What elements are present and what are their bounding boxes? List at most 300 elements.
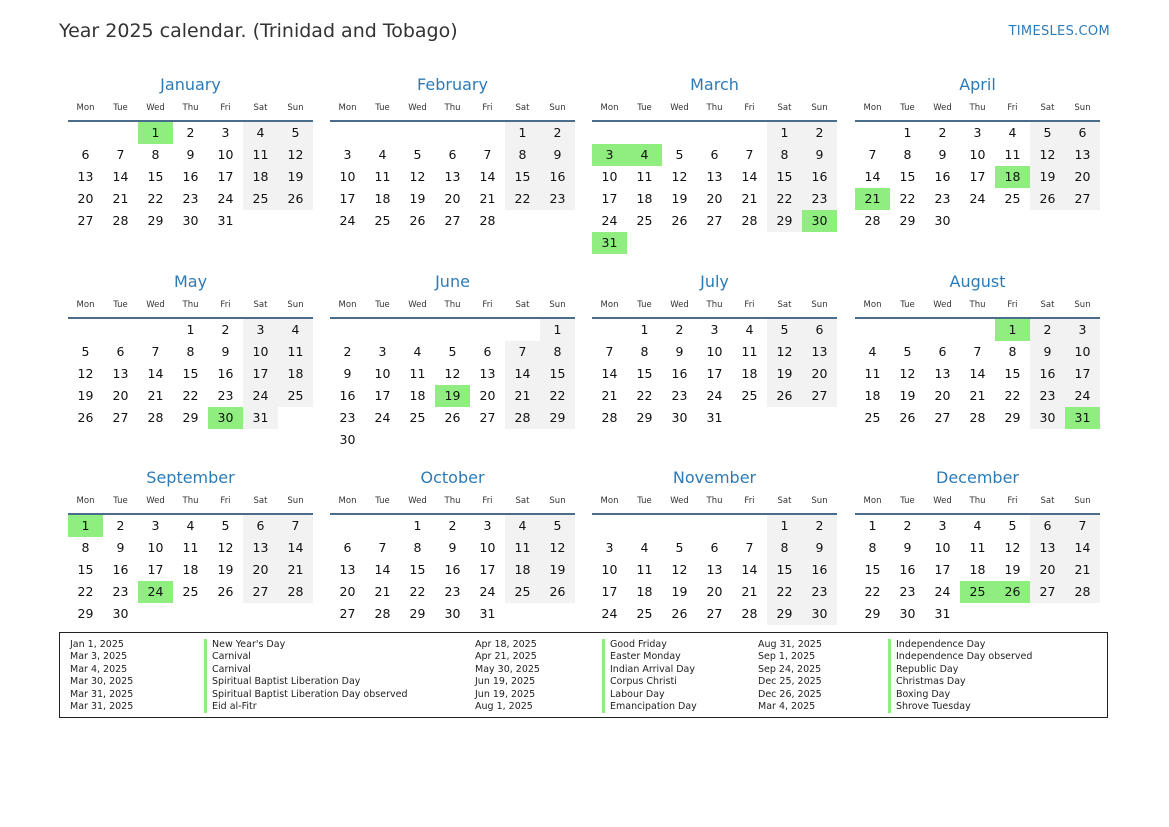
day-cell: 20 <box>479 388 496 403</box>
day-cell: 25 <box>1004 191 1021 206</box>
weekday-label: Mon <box>76 300 95 310</box>
empty-cell <box>662 515 697 537</box>
day-cell: 12 <box>671 169 688 184</box>
day-cell: 13 <box>444 169 461 184</box>
month-march <box>592 72 837 254</box>
day-cell: 3 <box>1065 319 1100 341</box>
empty-cell <box>697 122 732 144</box>
empty-cell <box>592 122 627 144</box>
day-cell: 24 <box>706 388 723 403</box>
day-cell: 3 <box>221 125 230 140</box>
day-cell: 12 <box>899 366 916 381</box>
holiday-day-cell: 30 <box>802 210 837 232</box>
day-cell: 2 <box>675 322 684 337</box>
day-cell: 8 <box>81 540 90 555</box>
day-cell: 5 <box>448 344 457 359</box>
weekday-label: Thu <box>706 103 723 113</box>
legend-holiday-name: Carnival <box>204 651 407 663</box>
day-cell: 12 <box>77 366 94 381</box>
day-cell: 26 <box>77 410 94 425</box>
weekday-label: Fri <box>482 300 493 310</box>
legend-holiday-name: Good Friday <box>602 639 697 651</box>
weekday-label: Fri <box>1007 300 1018 310</box>
day-cell: 26 <box>409 213 426 228</box>
month-name: April <box>959 75 996 94</box>
day-cell: 27 <box>479 410 496 425</box>
weekday-label: Mon <box>600 300 619 310</box>
day-cell: 25 <box>864 410 881 425</box>
day-cell: 31 <box>243 407 278 429</box>
day-cell: 26 <box>671 213 688 228</box>
weekday-label: Wed <box>670 103 689 113</box>
day-cell: 10 <box>934 540 951 555</box>
day-cell: 16 <box>671 366 688 381</box>
weekday-label: Mon <box>863 496 882 506</box>
day-cell: 7 <box>973 344 982 359</box>
day-cell: 26 <box>899 410 916 425</box>
day-cell: 4 <box>243 122 278 144</box>
day-grid <box>68 515 313 625</box>
day-cell: 29 <box>147 213 164 228</box>
day-cell: 9 <box>903 540 912 555</box>
day-cell: 7 <box>605 344 614 359</box>
weekday-label: Sun <box>287 496 304 506</box>
day-cell: 7 <box>483 147 492 162</box>
day-cell: 24 <box>601 606 618 621</box>
empty-cell <box>365 122 400 144</box>
day-cell: 20 <box>1030 559 1065 581</box>
day-cell: 4 <box>640 540 649 555</box>
day-cell: 24 <box>339 213 356 228</box>
holiday-day-cell: 21 <box>855 188 890 210</box>
legend-holiday-name: New Year's Day <box>204 639 407 651</box>
day-cell: 16 <box>540 166 575 188</box>
empty-cell <box>627 515 662 537</box>
weekday-label: Tue <box>375 103 390 113</box>
legend-date: Mar 4, 2025 <box>70 663 128 675</box>
day-cell: 17 <box>1065 363 1100 385</box>
day-cell: 20 <box>444 191 461 206</box>
day-cell: 22 <box>182 388 199 403</box>
month-january <box>68 72 313 232</box>
day-cell: 1 <box>540 319 575 341</box>
weekday-label: Tue <box>113 300 128 310</box>
legend-date: May 30, 2025 <box>475 663 540 675</box>
day-cell: 3 <box>973 125 982 140</box>
day-cell: 29 <box>182 410 199 425</box>
legend-date: Mar 30, 2025 <box>70 676 134 688</box>
day-cell: 5 <box>540 515 575 537</box>
empty-cell <box>470 122 505 144</box>
legend-date: Mar 31, 2025 <box>70 688 134 700</box>
weekday-label: Tue <box>900 496 915 506</box>
month-name: August <box>949 272 1006 291</box>
legend-holiday-name: Spiritual Baptist Liberation Day observed <box>204 689 407 701</box>
day-cell: 4 <box>378 147 387 162</box>
day-cell: 12 <box>671 562 688 577</box>
legend-date-column <box>758 639 822 713</box>
site-brand-link[interactable]: TIMESLES.COM <box>1008 24 1110 39</box>
day-cell: 5 <box>767 319 802 341</box>
day-cell: 13 <box>339 562 356 577</box>
day-cell: 3 <box>710 322 719 337</box>
weekday-label: Thu <box>969 496 986 506</box>
month-name: November <box>672 468 757 487</box>
legend-date-column <box>475 639 540 713</box>
day-cell: 23 <box>112 584 129 599</box>
weekday-label: Mon <box>338 103 357 113</box>
day-cell: 23 <box>444 584 461 599</box>
day-cell: 28 <box>374 606 391 621</box>
day-cell: 14 <box>601 366 618 381</box>
weekday-label: Mon <box>76 496 95 506</box>
empty-cell <box>662 122 697 144</box>
weekday-header <box>855 491 1100 515</box>
day-cell: 23 <box>217 388 234 403</box>
empty-cell <box>365 319 400 341</box>
day-cell: 7 <box>278 515 313 537</box>
day-cell: 14 <box>147 366 164 381</box>
legend-date: Mar 4, 2025 <box>758 700 816 712</box>
day-cell: 14 <box>479 169 496 184</box>
day-cell: 7 <box>745 147 754 162</box>
day-cell: 29 <box>409 606 426 621</box>
weekday-header <box>330 98 575 122</box>
day-cell: 12 <box>444 366 461 381</box>
day-cell: 18 <box>505 559 540 581</box>
day-cell: 15 <box>147 169 164 184</box>
weekday-label: Mon <box>863 103 882 113</box>
day-cell: 12 <box>278 144 313 166</box>
calendar-months <box>68 72 1108 627</box>
legend-holiday-name: Eid al-Fitr <box>204 701 407 713</box>
day-cell: 24 <box>374 410 391 425</box>
empty-cell <box>890 319 925 341</box>
month-june <box>330 269 575 451</box>
legend-holiday-name: Independence Day <box>888 639 1032 651</box>
day-cell: 22 <box>899 191 916 206</box>
day-cell: 10 <box>601 562 618 577</box>
day-cell: 9 <box>186 147 195 162</box>
day-cell: 31 <box>934 606 951 621</box>
day-cell: 11 <box>636 169 653 184</box>
day-cell: 21 <box>741 584 758 599</box>
month-september <box>68 465 313 625</box>
legend-date: Apr 21, 2025 <box>475 651 537 663</box>
day-cell: 10 <box>706 344 723 359</box>
day-grid <box>330 319 575 451</box>
holiday-legend <box>59 632 1108 718</box>
day-cell: 8 <box>413 540 422 555</box>
weekday-label: Fri <box>220 103 231 113</box>
day-cell: 4 <box>973 518 982 533</box>
weekday-label: Tue <box>637 300 652 310</box>
day-cell: 25 <box>278 385 313 407</box>
weekday-label: Sun <box>1074 300 1091 310</box>
day-cell: 16 <box>802 559 837 581</box>
day-cell: 24 <box>479 584 496 599</box>
day-cell: 10 <box>374 366 391 381</box>
day-cell: 25 <box>636 213 653 228</box>
day-cell: 13 <box>1065 144 1100 166</box>
day-cell: 13 <box>802 341 837 363</box>
day-cell: 1 <box>413 518 422 533</box>
day-cell: 12 <box>1004 540 1021 555</box>
weekday-label: Sat <box>777 300 792 310</box>
weekday-label: Tue <box>900 300 915 310</box>
day-cell: 3 <box>151 518 160 533</box>
weekday-label: Wed <box>408 103 427 113</box>
day-cell: 18 <box>636 584 653 599</box>
day-cell: 18 <box>741 366 758 381</box>
day-cell: 8 <box>540 341 575 363</box>
holiday-day-cell: 24 <box>138 581 173 603</box>
day-cell: 14 <box>741 169 758 184</box>
weekday-label: Wed <box>146 300 165 310</box>
weekday-label: Sun <box>549 300 566 310</box>
day-cell: 23 <box>802 581 837 603</box>
day-cell: 27 <box>243 581 278 603</box>
legend-holiday-name: Christmas Day <box>888 676 1032 688</box>
legend-holiday-name: Labour Day <box>602 689 697 701</box>
weekday-label: Sat <box>1040 496 1055 506</box>
weekday-label: Sun <box>811 300 828 310</box>
weekday-label: Sun <box>1074 496 1091 506</box>
day-cell: 2 <box>186 125 195 140</box>
day-cell: 6 <box>710 540 719 555</box>
holiday-day-cell: 31 <box>592 232 627 254</box>
day-cell: 5 <box>675 540 684 555</box>
day-cell: 19 <box>671 584 688 599</box>
day-cell: 8 <box>868 540 877 555</box>
empty-cell <box>960 319 995 341</box>
day-cell: 15 <box>636 366 653 381</box>
legend-holiday-name: Republic Day <box>888 664 1032 676</box>
day-cell: 20 <box>243 559 278 581</box>
weekday-label: Fri <box>744 300 755 310</box>
holiday-day-cell: 1 <box>995 319 1030 341</box>
legend-date-column <box>70 639 133 713</box>
day-cell: 21 <box>147 388 164 403</box>
day-cell: 19 <box>671 191 688 206</box>
month-name: January <box>160 75 221 94</box>
day-cell: 23 <box>671 388 688 403</box>
weekday-label: Sat <box>515 300 530 310</box>
legend-holiday-name: Easter Monday <box>602 651 697 663</box>
day-cell: 11 <box>864 366 881 381</box>
day-cell: 3 <box>243 319 278 341</box>
day-cell: 12 <box>540 537 575 559</box>
day-cell: 25 <box>741 388 758 403</box>
day-cell: 28 <box>864 213 881 228</box>
day-cell: 14 <box>1065 537 1100 559</box>
day-cell: 12 <box>409 169 426 184</box>
weekday-label: Sat <box>515 103 530 113</box>
day-cell: 12 <box>1030 144 1065 166</box>
day-cell: 6 <box>1030 515 1065 537</box>
legend-holiday-name: Boxing Day <box>888 689 1032 701</box>
day-cell: 22 <box>409 584 426 599</box>
day-cell: 22 <box>505 188 540 210</box>
holiday-day-cell: 18 <box>995 166 1030 188</box>
weekday-label: Wed <box>933 496 952 506</box>
day-cell: 20 <box>706 584 723 599</box>
day-cell: 21 <box>969 388 986 403</box>
weekday-label: Tue <box>637 103 652 113</box>
day-cell: 19 <box>409 191 426 206</box>
empty-cell <box>330 515 365 537</box>
day-cell: 27 <box>112 410 129 425</box>
weekday-label: Thu <box>969 300 986 310</box>
empty-cell <box>68 319 103 341</box>
day-cell: 24 <box>601 213 618 228</box>
weekday-label: Sat <box>1040 300 1055 310</box>
day-cell: 26 <box>1030 188 1065 210</box>
day-cell: 9 <box>343 366 352 381</box>
holiday-day-cell: 4 <box>627 144 662 166</box>
day-cell: 29 <box>767 603 802 625</box>
legend-holiday-name: Carnival <box>204 664 407 676</box>
day-cell: 31 <box>217 213 234 228</box>
day-cell: 19 <box>540 559 575 581</box>
day-cell: 8 <box>1008 344 1017 359</box>
weekday-label: Thu <box>182 300 199 310</box>
day-cell: 2 <box>343 344 352 359</box>
day-cell: 29 <box>540 407 575 429</box>
day-cell: 30 <box>899 606 916 621</box>
day-grid <box>855 515 1100 625</box>
weekday-label: Sat <box>253 103 268 113</box>
day-cell: 4 <box>186 518 195 533</box>
day-cell: 13 <box>243 537 278 559</box>
day-cell: 18 <box>182 562 199 577</box>
day-cell: 24 <box>243 385 278 407</box>
weekday-label: Wed <box>670 496 689 506</box>
day-cell: 21 <box>112 191 129 206</box>
day-cell: 24 <box>934 584 951 599</box>
holiday-day-cell: 30 <box>208 407 243 429</box>
day-cell: 17 <box>601 191 618 206</box>
day-cell: 13 <box>479 366 496 381</box>
weekday-label: Sun <box>811 103 828 113</box>
month-name: September <box>146 468 235 487</box>
day-cell: 11 <box>969 540 986 555</box>
day-cell: 3 <box>483 518 492 533</box>
legend-date: Jun 19, 2025 <box>475 688 536 700</box>
day-grid <box>330 122 575 232</box>
day-cell: 17 <box>339 191 356 206</box>
day-cell: 29 <box>899 213 916 228</box>
day-cell: 21 <box>741 191 758 206</box>
day-cell: 6 <box>343 540 352 555</box>
weekday-label: Sat <box>253 496 268 506</box>
day-grid <box>855 319 1100 429</box>
day-cell: 11 <box>636 562 653 577</box>
legend-date: Dec 26, 2025 <box>758 688 822 700</box>
day-cell: 18 <box>864 388 881 403</box>
day-cell: 26 <box>278 188 313 210</box>
weekday-label: Wed <box>408 300 427 310</box>
empty-cell <box>470 319 505 341</box>
day-cell: 8 <box>767 537 802 559</box>
day-cell: 17 <box>601 584 618 599</box>
day-cell: 18 <box>969 562 986 577</box>
day-cell: 13 <box>934 366 951 381</box>
day-cell: 1 <box>505 122 540 144</box>
day-cell: 16 <box>339 388 356 403</box>
day-cell: 17 <box>706 366 723 381</box>
day-cell: 18 <box>278 363 313 385</box>
day-cell: 9 <box>802 144 837 166</box>
weekday-label: Sun <box>549 103 566 113</box>
day-cell: 13 <box>706 562 723 577</box>
holiday-day-cell: 31 <box>1065 407 1100 429</box>
weekday-header <box>68 295 313 319</box>
day-cell: 29 <box>636 410 653 425</box>
empty-cell <box>68 122 103 144</box>
holiday-day-cell: 1 <box>68 515 103 537</box>
weekday-label: Thu <box>444 300 461 310</box>
day-cell: 21 <box>479 191 496 206</box>
day-grid <box>855 122 1100 232</box>
month-name: February <box>417 75 488 94</box>
day-cell: 28 <box>147 410 164 425</box>
day-cell: 6 <box>483 344 492 359</box>
weekday-label: Sun <box>811 496 828 506</box>
day-cell: 25 <box>243 188 278 210</box>
day-cell: 20 <box>934 388 951 403</box>
day-cell: 28 <box>741 606 758 621</box>
day-cell: 30 <box>671 410 688 425</box>
day-cell: 15 <box>77 562 94 577</box>
day-cell: 3 <box>938 518 947 533</box>
day-cell: 25 <box>505 581 540 603</box>
weekday-label: Sat <box>1040 103 1055 113</box>
day-cell: 2 <box>802 515 837 537</box>
empty-cell <box>732 122 767 144</box>
weekday-label: Sat <box>777 496 792 506</box>
day-cell: 28 <box>112 213 129 228</box>
day-cell: 20 <box>112 388 129 403</box>
legend-name-column <box>204 639 407 713</box>
weekday-header <box>855 98 1100 122</box>
empty-cell <box>505 319 540 341</box>
day-cell: 24 <box>969 191 986 206</box>
day-cell: 2 <box>903 518 912 533</box>
weekday-header <box>855 295 1100 319</box>
month-august <box>855 269 1100 429</box>
day-cell: 22 <box>147 191 164 206</box>
weekday-header <box>592 98 837 122</box>
day-cell: 2 <box>448 518 457 533</box>
weekday-label: Mon <box>338 300 357 310</box>
day-cell: 11 <box>409 366 426 381</box>
weekday-header <box>68 491 313 515</box>
month-name: June <box>435 272 470 291</box>
day-cell: 24 <box>217 191 234 206</box>
day-cell: 9 <box>540 144 575 166</box>
empty-cell <box>400 122 435 144</box>
day-cell: 30 <box>1030 407 1065 429</box>
day-cell: 30 <box>802 603 837 625</box>
empty-cell <box>592 319 627 341</box>
weekday-label: Thu <box>706 300 723 310</box>
day-cell: 16 <box>1030 363 1065 385</box>
day-cell: 27 <box>802 385 837 407</box>
weekday-label: Fri <box>744 103 755 113</box>
day-cell: 27 <box>706 213 723 228</box>
day-cell: 8 <box>640 344 649 359</box>
